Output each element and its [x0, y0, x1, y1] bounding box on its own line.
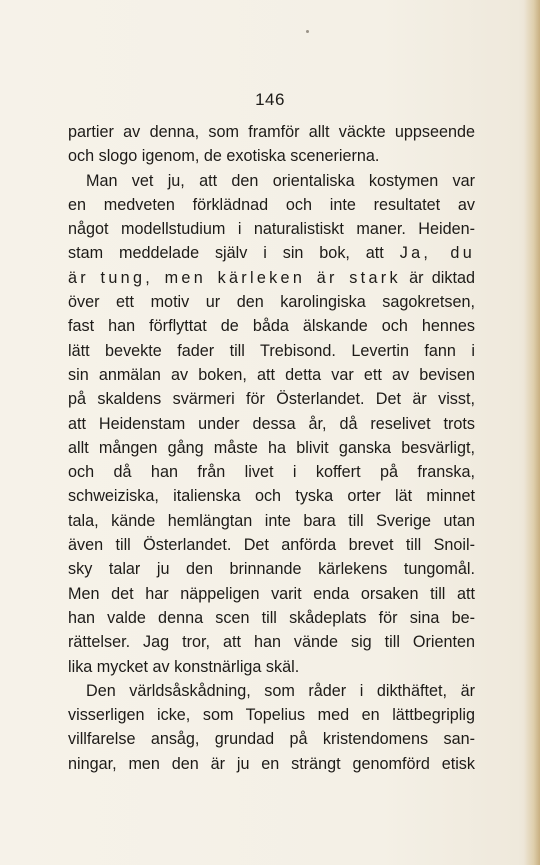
page-edge-shadow	[524, 0, 540, 865]
text-line: partier av denna, som framför allt väckte uppseende	[68, 123, 475, 141]
text-line: fast han förflyttat de båda älskande och hennes	[68, 317, 475, 336]
line-segment: stam meddelade själv i sin bok, att	[68, 244, 400, 263]
text-line: något modellstudium i naturalistiskt maner. Heiden-	[68, 220, 475, 239]
text-line: lika mycket av konstnärliga skäl.	[68, 657, 300, 676]
text-line: Men det har näppeligen varit enda orsaken till att	[68, 584, 475, 603]
text-line: och då han från livet i koffert på franska,	[68, 463, 475, 482]
line-segment: är diktad	[400, 268, 475, 287]
text-line: ningar, men den är ju en strängt genomförd etisk	[68, 754, 475, 773]
text-line: sin anmälan av boken, att detta var ett av bevisen	[68, 365, 475, 384]
text-line: schweiziska, italienska och tyska orter lät minnet	[68, 487, 475, 506]
text-line: även till Österlandet. Det anförda brevet till Snoil-	[68, 536, 475, 555]
text-line: rättelser. Jag tror, att han vände sig till Orienten	[68, 633, 475, 652]
text-line: lätt bevekte fader till Trebisond. Levertin fann i	[68, 341, 475, 360]
text-line: villfarelse ansåg, grundad på kristendomens san-	[68, 730, 475, 749]
text-line	[68, 241, 475, 265]
page-number: 146	[255, 90, 285, 109]
text-line: allt mången gång måste ha blivit ganska besvärligt,	[68, 438, 475, 457]
body-text	[68, 120, 475, 776]
spaced-quote: är tung, men kärleken är stark	[68, 268, 401, 287]
text-line: han valde denna scen till skådeplats för sina be-	[68, 608, 475, 627]
text-line	[68, 266, 475, 290]
spaced-quote: Ja, du	[399, 244, 475, 263]
text-line: en medveten förklädnad och inte resultatet av	[68, 195, 475, 214]
text-line: Man vet ju, att den orientaliska kostymen var	[86, 171, 475, 190]
paper-speck	[306, 30, 309, 33]
text-line: sky talar ju den brinnande kärlekens tungomål.	[68, 560, 475, 579]
text-line: på skaldens svärmeri för Österlandet. Det är visst,	[68, 390, 475, 409]
text-line: och slogo igenom, de exotiska scenerierna.	[68, 147, 380, 166]
text-line: visserligen icke, som Topelius med en lättbegriplig	[68, 706, 475, 725]
text-line: över ett motiv ur den karolingiska sagokretsen,	[68, 293, 475, 312]
text-line: tala, kände hemlängtan inte bara till Sverige utan	[68, 511, 475, 530]
text-line: att Heidenstam under dessa år, då reselivet trots	[68, 414, 475, 433]
text-line: Den världsåskådning, som råder i dikthäftet, är	[86, 681, 475, 700]
